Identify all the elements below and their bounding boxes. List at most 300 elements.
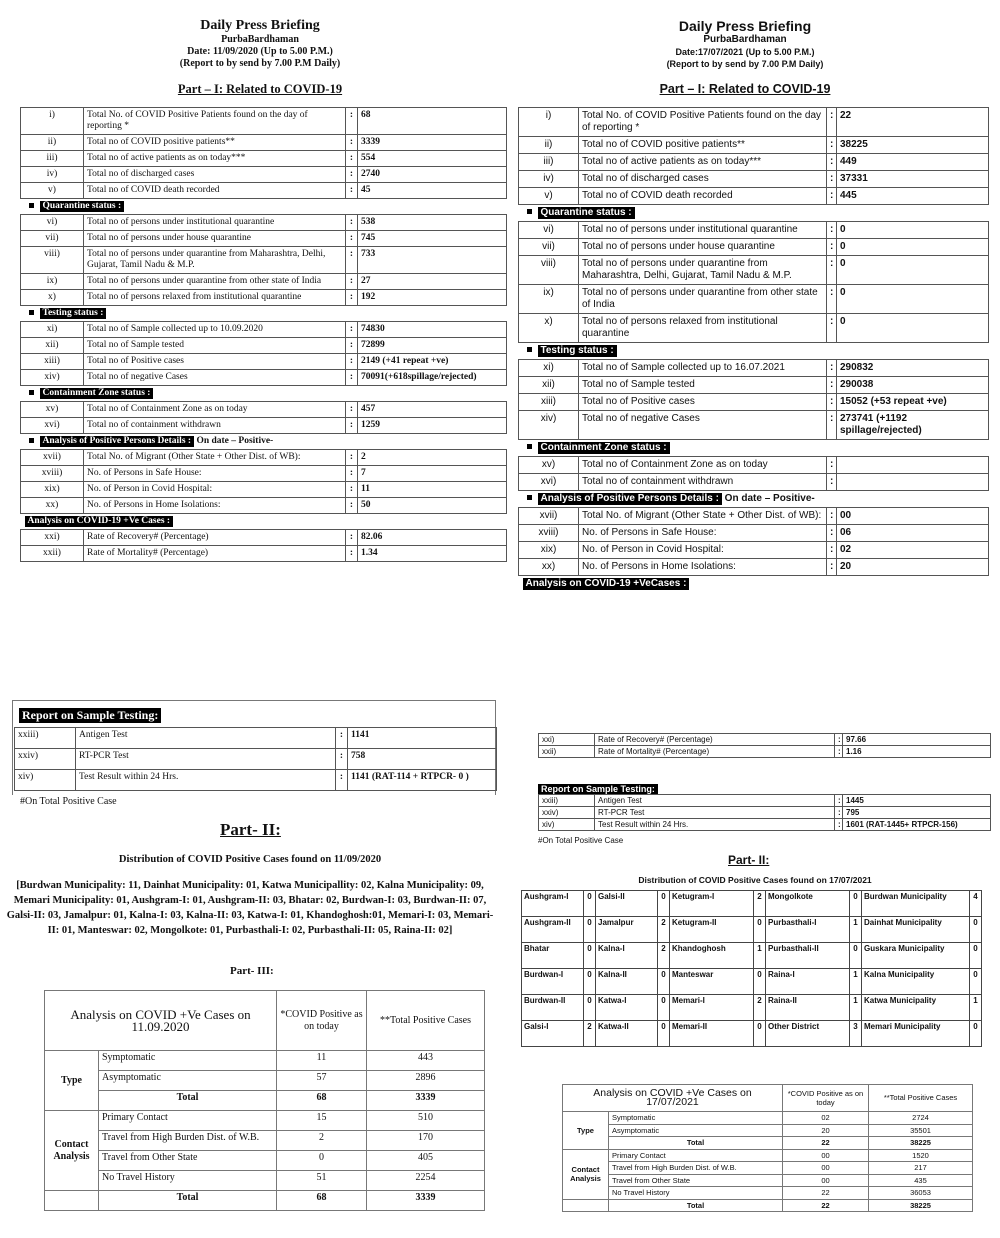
distribution-block-name: Burdwan-II [522, 995, 584, 1021]
right-distribution-table [521, 890, 982, 1047]
analysis-total-today: 68 [277, 1091, 367, 1111]
row-value: 22 [837, 108, 989, 137]
distribution-block-name: Katwa Municipality [862, 995, 970, 1021]
right-sample-title: Report on Sample Testing: [538, 784, 658, 794]
distribution-block-count: 1 [754, 943, 766, 969]
row-number: iii) [21, 151, 84, 167]
analysis-row-total: 35501 [869, 1124, 973, 1137]
analysis-contact-row [563, 1174, 973, 1187]
distribution-block-count: 0 [754, 1021, 766, 1047]
row-colon: : [827, 188, 837, 205]
distribution-row [522, 995, 982, 1021]
right-rates-table [538, 733, 991, 758]
row-number: v) [21, 183, 84, 199]
row-colon: : [827, 222, 837, 239]
quarantine-status-heading-cell [21, 199, 507, 215]
row-colon: : [827, 474, 837, 491]
row-colon: : [346, 418, 358, 434]
distribution-block-count: 0 [584, 995, 596, 1021]
quarantine-status-heading-cell [519, 205, 989, 222]
distribution-block-count: 2 [754, 995, 766, 1021]
analysis-type-row [45, 1071, 485, 1091]
distribution-block-count: 2 [658, 943, 670, 969]
row-label: Total no of Containment Zone as on today [84, 402, 346, 418]
row-label: Total no of Sample collected up to 16.07.2021 [579, 360, 827, 377]
row-value: 290832 [837, 360, 989, 377]
row-number: xix) [519, 542, 579, 559]
table-row [539, 734, 991, 746]
analysis-col-today: *COVID Positive as on today [783, 1085, 869, 1112]
row-value: 15052 (+53 repeat +ve) [837, 394, 989, 411]
analysis-row-total: 170 [367, 1131, 485, 1151]
distribution-block-name: Aushgram-II [522, 917, 584, 943]
analysis-title: Analysis on COVID +Ve Cases on 11.09.2020 [45, 991, 277, 1051]
analysis-col-today: *COVID Positive as on today [277, 991, 367, 1051]
analysis-row-label: Travel from High Burden Dist. of W.B. [99, 1131, 277, 1151]
testing-status-heading [519, 343, 989, 360]
table-row [21, 108, 507, 135]
row-number: xxi) [539, 734, 595, 746]
analysis-row-label: Travel from Other State [99, 1151, 277, 1171]
right-header-report: (Report to by send by 7.00 P.M Daily) [666, 59, 824, 69]
row-label: Total no of active patients as on today*** [84, 151, 346, 167]
row-number: x) [519, 314, 579, 343]
bullet-icon [527, 495, 532, 500]
distribution-block-count: 0 [658, 1021, 670, 1047]
row-colon: : [827, 108, 837, 137]
left-header-district: PurbaBardhaman [221, 34, 299, 45]
row-value: 1.16 [843, 746, 991, 758]
row-label: RT-PCR Test [76, 749, 336, 770]
analysis-row-today: 02 [783, 1112, 869, 1125]
row-label: Total no of persons under house quarantine [579, 239, 827, 256]
right-header-title: Daily Press Briefing [678, 18, 812, 34]
row-label: Total no of negative Cases [84, 370, 346, 386]
row-number: vi) [519, 222, 579, 239]
table-row [519, 239, 989, 256]
analysis-row-total: 2896 [367, 1071, 485, 1091]
analysis-type-total-row [45, 1091, 485, 1111]
analysis-row-total: 405 [367, 1151, 485, 1171]
row-label: No. of Person in Covid Hospital: [579, 542, 827, 559]
analysis-col-total: **Total Positive Cases [869, 1085, 973, 1112]
distribution-block-name: Memari Municipality [862, 1021, 970, 1047]
containment-status-heading-label: Containment Zone status : [538, 442, 670, 454]
distribution-block-count: 0 [850, 891, 862, 917]
row-colon: : [346, 167, 358, 183]
distribution-row [522, 943, 982, 969]
analysis-row-total: 2724 [869, 1112, 973, 1125]
analysis-header-row [45, 991, 485, 1051]
row-colon: : [336, 770, 348, 791]
row-label: Total no of persons under quarantine from other state of India [579, 285, 827, 314]
left-part3-title: Part- III: [230, 965, 274, 977]
distribution-block-count: 0 [970, 917, 982, 943]
table-row [21, 354, 507, 370]
row-value: 27 [358, 274, 507, 290]
row-number: iv) [519, 171, 579, 188]
analysis-contact-label: Contact Analysis [45, 1111, 99, 1191]
row-label: Rate of Mortality# (Percentage) [595, 746, 835, 758]
analysis-contact-total-row [45, 1191, 485, 1211]
row-colon: : [827, 285, 837, 314]
table-row [15, 728, 497, 749]
row-colon: : [346, 466, 358, 482]
table-row [21, 498, 507, 514]
analysis-heading-label: Analysis of Positive Persons Details : [538, 493, 722, 505]
analysis-type-total-row [563, 1137, 973, 1150]
table-row [519, 222, 989, 239]
row-colon: : [346, 151, 358, 167]
analysis-row-label: Asymptomatic [609, 1124, 783, 1137]
row-number: xii) [21, 338, 84, 354]
distribution-block-name: Katwa-I [596, 995, 658, 1021]
table-row [21, 183, 507, 199]
left-header-report: (Report to by send by 7.00 P.M Daily) [179, 58, 341, 69]
row-label: Total no of Containment Zone as on today [579, 457, 827, 474]
table-row [21, 135, 507, 151]
row-colon: : [346, 354, 358, 370]
containment-status-heading [21, 386, 507, 402]
row-label: Total no of COVID positive patients** [84, 135, 346, 151]
row-colon: : [346, 498, 358, 514]
bullet-icon [527, 347, 532, 352]
row-colon: : [346, 135, 358, 151]
quarantine-status-heading [519, 205, 989, 222]
row-value: 1259 [358, 418, 507, 434]
distribution-block-count: 2 [584, 1021, 596, 1047]
analysis-row-today: 57 [277, 1071, 367, 1091]
distribution-block-name: Memari-II [670, 1021, 754, 1047]
distribution-block-count: 0 [754, 917, 766, 943]
row-label: Total no of persons relaxed from institutional quarantine [579, 314, 827, 343]
row-label: Rate of Recovery# (Percentage) [595, 734, 835, 746]
distribution-row [522, 917, 982, 943]
table-row [21, 247, 507, 274]
row-number: ii) [21, 135, 84, 151]
covid-analysis-label: Analysis on COVID-19 +VeCases : [523, 578, 690, 590]
distribution-block-name: Raina-I [766, 969, 850, 995]
analysis-row-label: Primary Contact [609, 1149, 783, 1162]
row-label: Total no of Sample tested [84, 338, 346, 354]
analysis-row-label: Asymptomatic [99, 1071, 277, 1091]
distribution-block-name: Dainhat Municipality [862, 917, 970, 943]
analysis-contact-row [45, 1171, 485, 1191]
table-row [21, 482, 507, 498]
row-number: xv) [21, 402, 84, 418]
distribution-block-name: Khandoghosh [670, 943, 754, 969]
distribution-block-count: 0 [970, 943, 982, 969]
table-row [519, 188, 989, 205]
row-number: i) [21, 108, 84, 135]
row-label: No. of Persons in Home Isolations: [579, 559, 827, 576]
row-number: xviii) [519, 525, 579, 542]
right-part1-title: Part – I: Related to COVID-19 [659, 82, 831, 96]
row-colon: : [827, 360, 837, 377]
row-value: 11 [358, 482, 507, 498]
analysis-row-total: 2254 [367, 1171, 485, 1191]
analysis-type-label: Type [563, 1112, 609, 1150]
row-number: v) [519, 188, 579, 205]
left-header-date: Date: 11/09/2020 (Up to 5.00 P.M.) [187, 46, 333, 57]
row-number: viii) [21, 247, 84, 274]
distribution-block-count: 3 [850, 1021, 862, 1047]
quarantine-status-heading-label: Quarantine status : [40, 201, 125, 212]
analysis-row-total: 510 [367, 1111, 485, 1131]
right-header-date: Date:17/07/2021 (Up to 5.00 P.M.) [675, 47, 815, 57]
analysis-heading [21, 434, 507, 450]
left-part1-title: Part – I: Related to COVID-19 [177, 82, 343, 96]
distribution-block-name: Jamalpur [596, 917, 658, 943]
row-value: 445 [837, 188, 989, 205]
row-number: xxi) [21, 530, 84, 546]
analysis-row-total: 217 [869, 1162, 973, 1175]
distribution-block-count: 1 [850, 995, 862, 1021]
row-colon: : [346, 215, 358, 231]
row-colon: : [835, 807, 843, 819]
analysis-type-row [563, 1124, 973, 1137]
bullet-icon [527, 209, 532, 214]
row-value: 795 [843, 807, 991, 819]
row-number: xix) [21, 482, 84, 498]
table-row [21, 274, 507, 290]
row-colon: : [827, 508, 837, 525]
right-header [600, 18, 890, 70]
distribution-block-count: 4 [970, 891, 982, 917]
row-number: xiii) [21, 354, 84, 370]
row-colon: : [827, 137, 837, 154]
row-number: xiii) [519, 394, 579, 411]
row-number: vii) [519, 239, 579, 256]
containment-status-heading-cell [21, 386, 507, 402]
row-value: 457 [358, 402, 507, 418]
analysis-row-label: No Travel History [99, 1171, 277, 1191]
row-colon: : [346, 546, 358, 562]
analysis-blank [563, 1199, 609, 1212]
row-number: xv) [519, 457, 579, 474]
row-value: 37331 [837, 171, 989, 188]
row-value: 20 [837, 559, 989, 576]
distribution-block-name: Other District [766, 1021, 850, 1047]
row-number: ix) [21, 274, 84, 290]
analysis-total-total: 38225 [869, 1137, 973, 1150]
table-row [21, 231, 507, 247]
covid-analysis-heading-cell [21, 514, 507, 530]
distribution-block-count: 0 [850, 943, 862, 969]
row-number: xvii) [21, 450, 84, 466]
table-row [519, 474, 989, 491]
table-row [21, 450, 507, 466]
row-value: 0 [837, 314, 989, 343]
row-value: 538 [358, 215, 507, 231]
row-label: RT-PCR Test [595, 807, 835, 819]
row-label: Total no of Sample collected up to 10.09.2020 [84, 322, 346, 338]
row-colon: : [827, 525, 837, 542]
analysis-row-today: 2 [277, 1131, 367, 1151]
row-label: Test Result within 24 Hrs. [76, 770, 336, 791]
row-number: xiv) [21, 370, 84, 386]
row-number: iii) [519, 154, 579, 171]
row-label: Total no of persons under quarantine from Maharashtra, Delhi, Gujarat, Tamil Nadu & M.P. [579, 256, 827, 285]
row-number: xxiv) [15, 749, 76, 770]
analysis-row-total: 435 [869, 1174, 973, 1187]
testing-status-heading-cell [21, 306, 507, 322]
distribution-block-count: 1 [850, 969, 862, 995]
analysis-row-today: 00 [783, 1149, 869, 1162]
row-number: ix) [519, 285, 579, 314]
analysis-contact-row [563, 1187, 973, 1200]
table-row [539, 819, 991, 831]
table-row [21, 290, 507, 306]
row-colon: : [835, 795, 843, 807]
right-sample-table [538, 794, 991, 831]
row-number: x) [21, 290, 84, 306]
row-label: Total no of discharged cases [84, 167, 346, 183]
row-value: 745 [358, 231, 507, 247]
row-value: 02 [837, 542, 989, 559]
table-row [519, 256, 989, 285]
row-label: Total no of persons under quarantine from other state of India [84, 274, 346, 290]
row-label: Total no of persons under house quarantine [84, 231, 346, 247]
row-value: 2740 [358, 167, 507, 183]
row-colon: : [346, 290, 358, 306]
analysis-row-today: 22 [783, 1187, 869, 1200]
analysis-total-total: 38225 [869, 1199, 973, 1212]
row-colon: : [346, 274, 358, 290]
row-label: Test Result within 24 Hrs. [595, 819, 835, 831]
row-colon: : [835, 819, 843, 831]
row-value: 0 [837, 285, 989, 314]
row-colon: : [346, 482, 358, 498]
row-colon: : [827, 154, 837, 171]
row-label: Total no of active patients as on today*** [579, 154, 827, 171]
analysis-total-label: Total [609, 1199, 783, 1212]
table-row [519, 137, 989, 154]
table-row [519, 525, 989, 542]
row-label: No. of Persons in Home Isolations: [84, 498, 346, 514]
row-label: Total no of COVID positive patients** [579, 137, 827, 154]
right-header-district: PurbaBardhaman [703, 34, 787, 45]
distribution-block-count: 0 [584, 917, 596, 943]
distribution-block-name: Burdwan-I [522, 969, 584, 995]
table-row [21, 546, 507, 562]
row-colon: : [346, 322, 358, 338]
row-label: Total no of discharged cases [579, 171, 827, 188]
table-row [519, 377, 989, 394]
left-distribution-text: [Burdwan Municipality: 11, Dainhat Municipality: 01, Katwa Municipallity: 02, Kalna Municipality: 09, Memari Municipality: 01, Aushgram-I: 01, Aushgram-II: 03, Bhatar: 02, Burdwan-I: 03, Burdwan-II: 07, Galsi-II: 03, Jamalpur: 01, Kalna-I: 03, Kalna-II: 03, Katwa-I: 01, Khandoghosh:01, Memari-I: 03, Memari-II: 01, Manteswar: 02, Mongolkote: 01, Purbasthali-I: 02, Purbasthali-II: 05, Raina-II: 02] [6, 880, 494, 936]
distribution-block-count: 0 [584, 969, 596, 995]
table-row [21, 322, 507, 338]
covid-analysis-label: Analysis on COVID-19 +Ve Cases : [25, 516, 174, 527]
row-label: Total no of COVID death recorded [579, 188, 827, 205]
bullet-icon [29, 438, 34, 443]
distribution-block-name: Aushgram-I [522, 891, 584, 917]
distribution-block-name: Burdwan Municipality [862, 891, 970, 917]
table-row [519, 394, 989, 411]
distribution-block-count: 0 [754, 969, 766, 995]
row-colon: : [827, 239, 837, 256]
row-number: vi) [21, 215, 84, 231]
distribution-block-count: 2 [658, 917, 670, 943]
distribution-block-name: Manteswar [670, 969, 754, 995]
row-colon: : [346, 450, 358, 466]
row-number: xxii) [21, 546, 84, 562]
left-header [110, 18, 410, 70]
row-label: Total no of Positive cases [84, 354, 346, 370]
left-footnote: #On Total Positive Case [20, 796, 117, 807]
distribution-block-name: Kalna-II [596, 969, 658, 995]
row-colon: : [336, 749, 348, 770]
analysis-row-total: 1520 [869, 1149, 973, 1162]
row-label: Rate of Recovery# (Percentage) [84, 530, 346, 546]
row-colon: : [346, 231, 358, 247]
table-row [21, 402, 507, 418]
right-part2-title: Part- II: [728, 853, 770, 867]
row-number: i) [519, 108, 579, 137]
distribution-block-count: 1 [970, 995, 982, 1021]
bullet-icon [29, 310, 34, 315]
table-row [519, 285, 989, 314]
row-label: Total no of persons relaxed from institutional quarantine [84, 290, 346, 306]
table-row [519, 314, 989, 343]
row-colon: : [346, 402, 358, 418]
row-colon: : [827, 377, 837, 394]
analysis-row-today: 11 [277, 1051, 367, 1071]
row-colon: : [827, 314, 837, 343]
left-analysis-table [44, 990, 485, 1211]
distribution-block-name: Ketugram-I [670, 891, 754, 917]
row-value: 82.06 [358, 530, 507, 546]
row-colon: : [827, 542, 837, 559]
distribution-block-count: 0 [970, 969, 982, 995]
analysis-type-label: Type [45, 1051, 99, 1111]
analysis-row-total: 36053 [869, 1187, 973, 1200]
row-value: 74830 [358, 322, 507, 338]
table-row [519, 508, 989, 525]
covid-analysis-heading-cell [519, 576, 989, 593]
analysis-row-label: Travel from High Burden Dist. of W.B. [609, 1162, 783, 1175]
analysis-total-today: 22 [783, 1137, 869, 1150]
table-row [519, 411, 989, 440]
table-row [21, 370, 507, 386]
row-number: xvi) [519, 474, 579, 491]
row-number: xii) [519, 377, 579, 394]
testing-status-heading-cell [519, 343, 989, 360]
row-value: 449 [837, 154, 989, 171]
analysis-heading [519, 491, 989, 508]
table-row [519, 559, 989, 576]
right-part1-table [518, 107, 989, 592]
row-number: xx) [519, 559, 579, 576]
right-distribution-title: Distribution of COVID Positive Cases found on 17/07/2021 [638, 875, 872, 885]
analysis-total-label: Total [99, 1191, 277, 1211]
row-number: iv) [21, 167, 84, 183]
table-row [15, 770, 497, 791]
row-label: Total no of persons under quarantine from Maharashtra, Delhi, Gujarat, Tamil Nadu & M.P. [84, 247, 346, 274]
table-row [519, 542, 989, 559]
row-label: Total no of persons under institutional quarantine [84, 215, 346, 231]
row-number: xiv) [539, 819, 595, 831]
analysis-row-label: Symptomatic [99, 1051, 277, 1071]
row-label: Total no of Positive cases [579, 394, 827, 411]
row-colon: : [346, 370, 358, 386]
table-row [539, 807, 991, 819]
row-number: viii) [519, 256, 579, 285]
row-number: xvii) [519, 508, 579, 525]
row-label: Total no of COVID death recorded [84, 183, 346, 199]
distribution-block-name: Purbasthali-II [766, 943, 850, 969]
row-value: 1.34 [358, 546, 507, 562]
